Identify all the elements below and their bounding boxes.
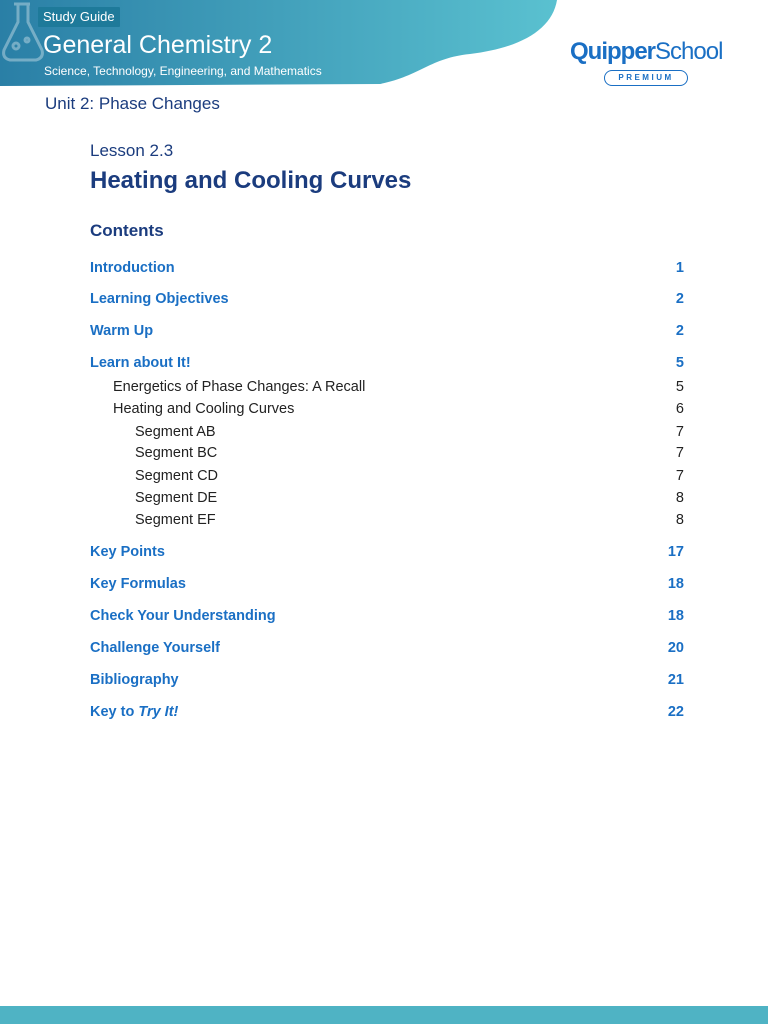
study-guide-badge: Study Guide [38, 7, 120, 27]
toc-entry-challenge-yourself[interactable] [90, 638, 684, 658]
header-banner [0, 0, 560, 86]
toc-label [90, 702, 178, 722]
toc-page-number: 18 [667, 608, 684, 624]
toc-entry-key-formulas[interactable] [90, 574, 684, 594]
toc-page-number: 2 [675, 291, 684, 307]
toc-label: Energetics of Phase Changes: A Recall [113, 379, 366, 395]
logo-brand-regular: School [655, 38, 723, 65]
toc-label: Challenge Yourself [90, 640, 220, 656]
toc-entry-segment-ab[interactable] [90, 422, 684, 442]
course-title: General Chemistry 2 [43, 31, 273, 59]
toc-label: Warm Up [90, 323, 154, 339]
toc-label: Introduction [90, 260, 175, 276]
toc-page-number: 7 [675, 424, 684, 440]
toc-page-number: 18 [667, 576, 684, 592]
premium-tag: PREMIUM [604, 70, 688, 86]
toc-label: Segment EF [135, 512, 216, 528]
logo-brand-bold: Quipper [570, 38, 656, 65]
contents-heading: Contents [90, 221, 164, 240]
toc-entry-key-to-try-it[interactable] [90, 702, 684, 722]
toc-label: Key Formulas [90, 576, 186, 592]
toc-label: Key Points [90, 544, 165, 560]
toc-page-number: 1 [675, 260, 684, 276]
toc-entry-bibliography[interactable] [90, 670, 684, 690]
toc-label: Learn about It! [90, 355, 191, 371]
toc-entry-heating-cooling-curves[interactable] [90, 399, 684, 419]
toc-label-prefix: Key to [90, 704, 139, 720]
toc-label: Check Your Understanding [90, 608, 276, 624]
quipper-school-logo [570, 38, 726, 86]
toc-entry-introduction[interactable] [90, 258, 684, 278]
toc-page-number: 8 [675, 512, 684, 528]
toc-page-number: 2 [675, 323, 684, 339]
toc-entry-warm-up[interactable] [90, 321, 684, 341]
toc-label: Segment AB [135, 424, 216, 440]
footer-bar [0, 1006, 768, 1024]
toc-page-number: 22 [667, 704, 684, 720]
toc-page-number: 6 [675, 401, 684, 417]
toc-page-number: 5 [675, 379, 684, 395]
toc-entry-segment-ef[interactable] [90, 510, 684, 530]
toc-page-number: 7 [675, 445, 684, 461]
toc-label: Bibliography [90, 672, 179, 688]
lesson-title: Heating and Cooling Curves [90, 167, 412, 194]
toc-label-emphasis: Try It! [138, 704, 179, 720]
toc-page-number: 21 [667, 672, 684, 688]
toc-label: Segment DE [135, 490, 218, 506]
toc-page-number: 7 [675, 468, 684, 484]
toc-label: Segment BC [135, 445, 218, 461]
toc-entry-check-your-understanding[interactable] [90, 606, 684, 626]
unit-title: Unit 2: Phase Changes [45, 94, 220, 113]
toc-page-number: 8 [675, 490, 684, 506]
toc-entry-segment-bc[interactable] [90, 443, 684, 463]
logo-wordmark [570, 38, 726, 66]
toc-label: Learning Objectives [90, 291, 229, 307]
toc-entry-segment-de[interactable] [90, 488, 684, 508]
toc-entry-segment-cd[interactable] [90, 466, 684, 486]
lesson-number: Lesson 2.3 [90, 141, 174, 160]
toc-page-number: 20 [667, 640, 684, 656]
toc-entry-learning-objectives[interactable] [90, 289, 684, 309]
toc-entry-learn-about-it[interactable] [90, 353, 684, 373]
toc-page-number: 5 [675, 355, 684, 371]
course-subtitle: Science, Technology, Engineering, and Mathematics [44, 64, 322, 78]
toc-page-number: 17 [667, 544, 684, 560]
toc-entry-key-points[interactable] [90, 542, 684, 562]
toc-entry-energetics-recall[interactable] [90, 377, 684, 397]
toc-label: Heating and Cooling Curves [113, 401, 295, 417]
toc-label: Segment CD [135, 468, 219, 484]
